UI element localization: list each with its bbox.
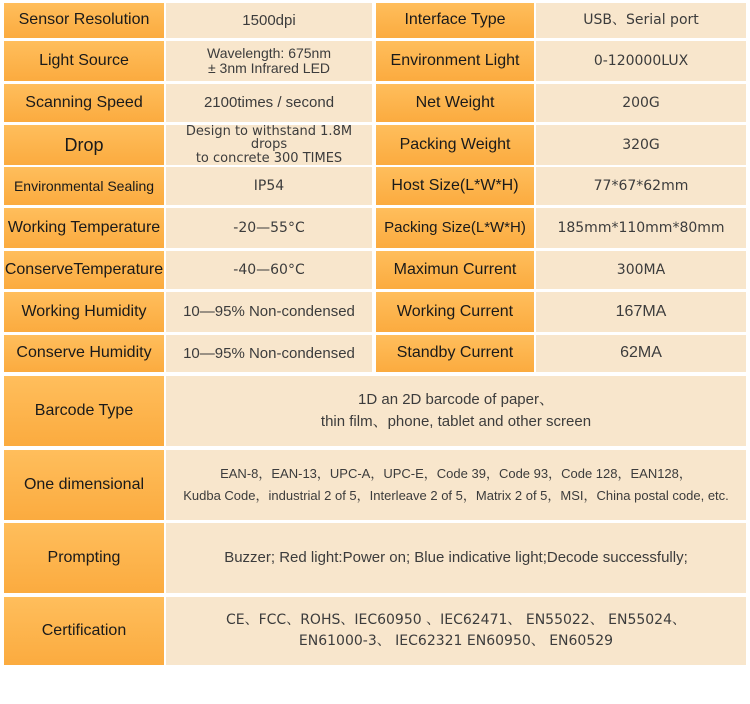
value-standby-current: 62MA xyxy=(536,335,746,372)
value-light-source-line2: ± 3nm Infrared LED xyxy=(207,60,331,76)
value-scanning-speed: 2100times / second xyxy=(166,84,372,122)
value-interface-type: USB、Serial port xyxy=(536,3,746,38)
value-packing-size: 185mm*110mm*80mm xyxy=(536,208,746,248)
label-certification: Certification xyxy=(4,597,164,665)
label-packing-weight: Packing Weight xyxy=(376,125,534,165)
value-working-current: 167MA xyxy=(536,292,746,332)
value-environment-light: 0-120000LUX xyxy=(536,41,746,81)
value-prompting: Buzzer; Red light:Power on; Blue indicative light;Decode successfully; xyxy=(166,523,746,593)
label-light-source: Light Source xyxy=(4,41,164,81)
label-working-temperature: Working Temperature xyxy=(4,208,164,248)
label-prompting: Prompting xyxy=(4,523,164,593)
value-host-size: 77*67*62mm xyxy=(536,167,746,205)
label-packing-size: Packing Size(L*W*H) xyxy=(376,208,534,248)
label-scanning-speed: Scanning Speed xyxy=(4,84,164,122)
value-light-source xyxy=(166,41,372,81)
label-sensor-resolution: Sensor Resolution xyxy=(4,3,164,38)
value-drop-line2: to concrete 300 TIMES xyxy=(195,150,343,166)
label-working-current: Working Current xyxy=(376,292,534,332)
value-conserve-humidity: 10—95% Non-condensed xyxy=(166,335,372,372)
label-drop: Drop xyxy=(4,125,164,165)
value-one-dimensional-line2: Kudba Code，industrial 2 of 5，Interleave 2 of 5，Matrix 2 of 5，MSI，China postal code, etc. xyxy=(183,488,729,503)
label-conserve-humidity: Conserve Humidity xyxy=(4,335,164,372)
value-certification-line1: CE、FCC、ROHS、IEC60950 、IEC62471、 EN55022、 EN55024、 xyxy=(225,612,687,628)
value-drop-line1: Design to withstand 1.8M drops xyxy=(185,123,353,153)
value-packing-weight: 320G xyxy=(536,125,746,165)
label-host-size: Host Size(L*W*H) xyxy=(376,167,534,205)
value-certification xyxy=(166,597,746,665)
value-net-weight: 200G xyxy=(536,84,746,122)
value-light-source-line1: Wavelength: 675nm xyxy=(207,45,331,62)
label-interface-type: Interface Type xyxy=(376,3,534,38)
label-environmental-sealing: Environmental Sealing xyxy=(4,167,164,205)
value-environmental-sealing: IP54 xyxy=(166,167,372,205)
label-net-weight: Net Weight xyxy=(376,84,534,122)
value-sensor-resolution: 1500dpi xyxy=(166,3,372,38)
value-barcode-type xyxy=(166,376,746,446)
label-conserve-temperature: ConserveTemperature xyxy=(4,251,164,289)
label-maximum-current: Maximun Current xyxy=(376,251,534,289)
label-one-dimensional: One dimensional xyxy=(4,450,164,520)
value-barcode-type-line1: 1D an 2D barcode of paper、 xyxy=(358,390,554,408)
value-barcode-type-line2: thin film、phone, tablet and other screen xyxy=(320,413,592,430)
label-working-humidity: Working Humidity xyxy=(4,292,164,332)
value-working-humidity: 10—95% Non-condensed xyxy=(166,292,372,332)
label-barcode-type: Barcode Type xyxy=(4,376,164,446)
value-certification-line2: EN61000-3、 IEC62321 EN60950、 EN60529 xyxy=(298,633,614,649)
label-environment-light: Environment Light xyxy=(376,41,534,81)
value-working-temperature: -20—55°C xyxy=(166,208,372,248)
value-drop xyxy=(166,125,372,165)
label-standby-current: Standby Current xyxy=(376,335,534,372)
value-one-dimensional-line1: EAN-8，EAN-13，UPC-A，UPC-E，Code 39，Code 93，Code 128，EAN128， xyxy=(220,465,692,481)
value-conserve-temperature: -40—60°C xyxy=(166,251,372,289)
value-one-dimensional xyxy=(166,450,746,520)
value-maximum-current: 300MA xyxy=(536,251,746,289)
